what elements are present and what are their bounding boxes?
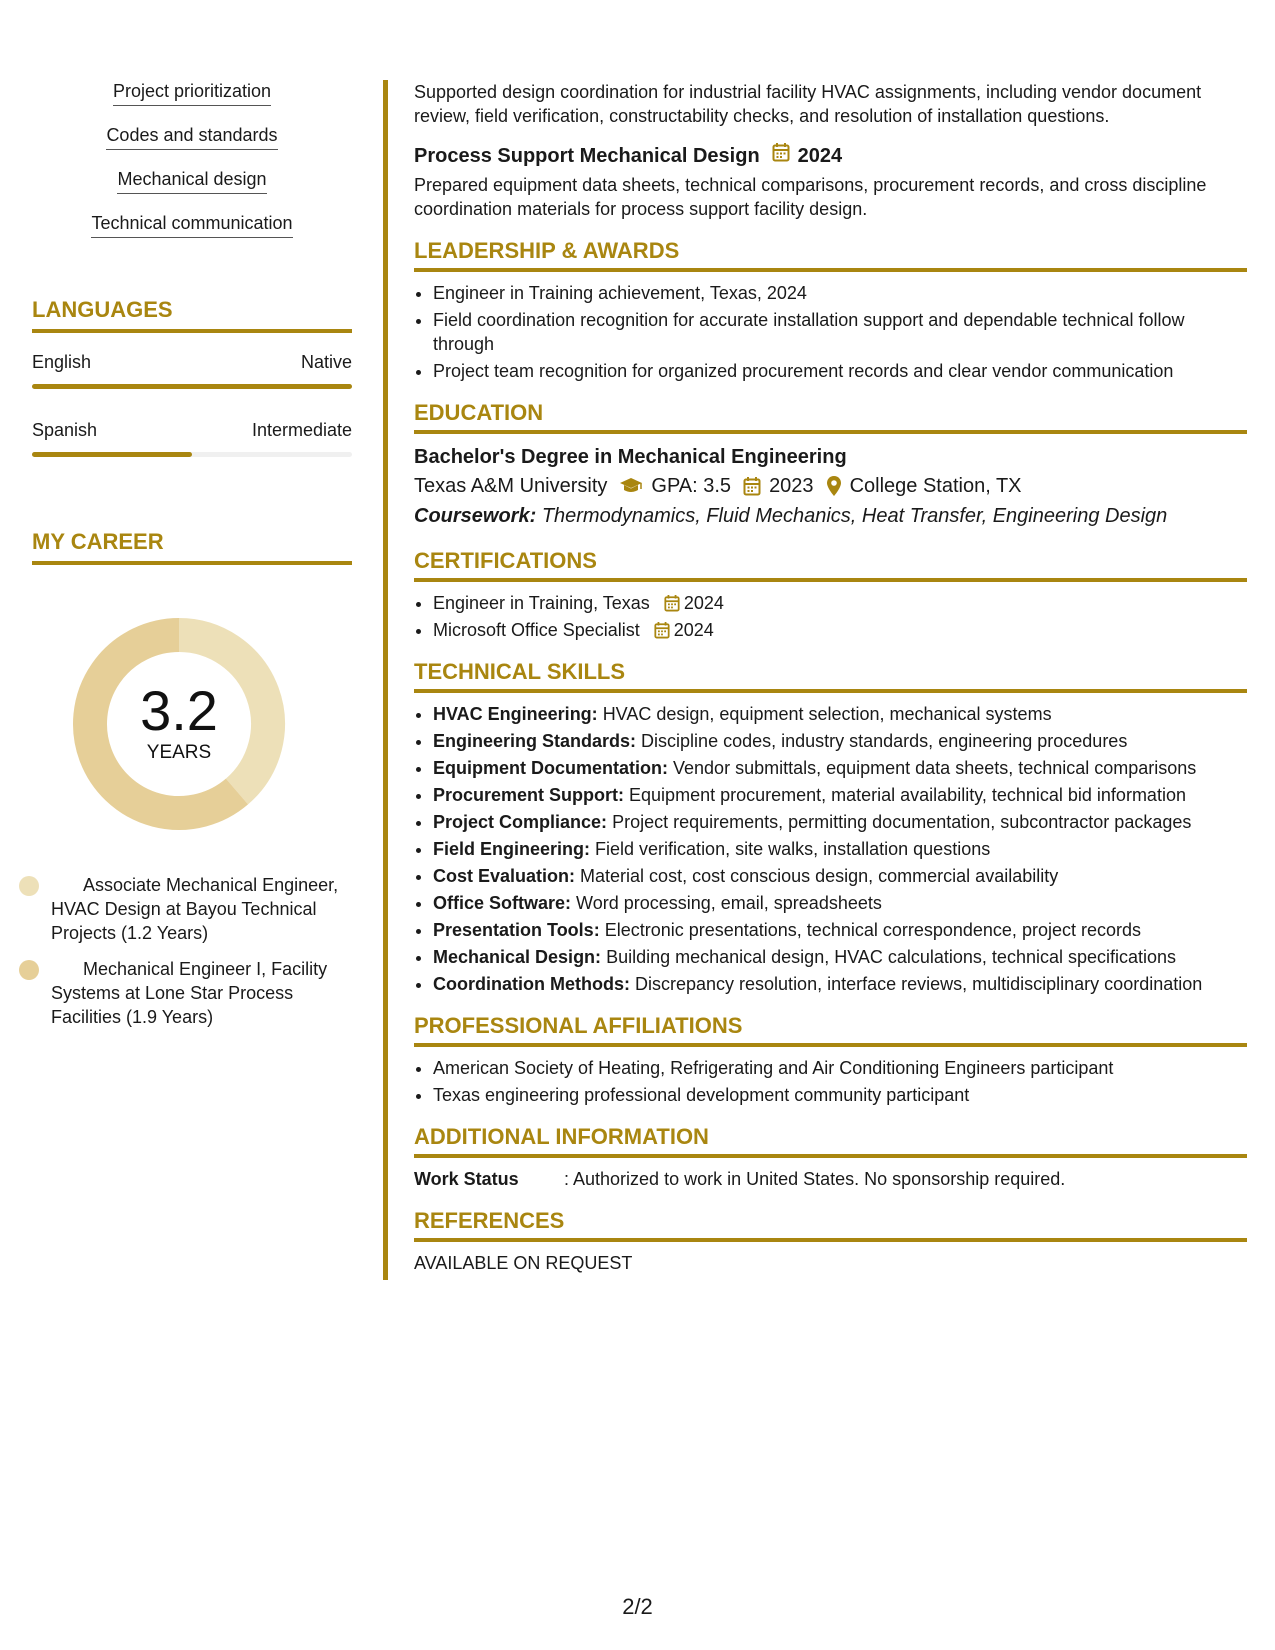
list-item: • Project team recognition for organized procurement records and clear vendor communication [433,359,1247,383]
skill-text: Discrepancy resolution, interface reviews, multidisciplinary coordination [635,974,1203,994]
sidebar [32,80,352,1041]
skill-item [433,756,1247,780]
skill-item [433,972,1247,996]
certification-year: 2024 [683,593,724,613]
location-pin-icon [826,475,842,497]
skill-tags [32,80,352,256]
list-item: • Engineer in Training achievement, Texas, 2024 [433,281,1247,305]
skill-item [433,702,1247,726]
skill-item [433,945,1247,969]
skill-item [433,918,1247,942]
career-item [51,873,352,945]
project-description: Prepared equipment data sheets, technical comparisons, procurement records, and cross discipline coordination materials for process support facility design. [414,175,1207,219]
skill-text: HVAC design, equipment selection, mechanical systems [602,704,1052,724]
skill-label: Presentation Tools: [433,920,600,940]
language-bar-fill [32,384,352,389]
career-dot [19,876,39,896]
education-degree: Bachelor's Degree in Mechanical Engineering [414,446,847,468]
skill-label: Coordination Methods: [433,974,630,994]
language-bar-fill [32,452,192,457]
column-divider [383,80,388,1280]
skill-text: Vendor submittals, equipment data sheets, technical comparisons [673,758,1197,778]
calendar-icon [664,594,680,612]
section-heading-technical-skills: TECHNICAL SKILLS [414,658,1247,693]
skill-label: Field Engineering: [433,839,591,859]
skill-tag: Technical communication [91,212,292,238]
career-total [64,681,294,765]
technical-skills-list [414,702,1247,996]
education-school: Texas A&M University [414,475,608,497]
section-heading-education: EDUCATION [414,399,1247,434]
work-status-label: Work Status [414,1169,519,1189]
skill-text: Material cost, cost conscious design, commercial availability [580,866,1059,886]
skill-text: Equipment procurement, material availability, technical bid information [629,785,1186,805]
calendar-icon [654,621,670,639]
skill-text: Word processing, email, spreadsheets [576,893,882,913]
skill-tag: Project prioritization [113,80,271,106]
career-list [32,873,352,1029]
education-details [414,471,1247,501]
work-status-value: : Authorized to work in United States. No sponsorship required. [564,1169,1066,1189]
section-heading-leadership: LEADERSHIP & AWARDS [414,237,1247,272]
career-total-unit: YEARS [146,742,212,763]
education-year: 2023 [769,475,814,497]
career-dot [19,960,39,980]
language-spanish [32,419,352,457]
skill-item [433,810,1247,834]
list-item: • Field coordination recognition for accurate installation support and dependable technical follow through [433,308,1247,356]
coursework-label: Coursework: [414,505,537,527]
skill-item [433,729,1247,753]
skill-item [433,891,1247,915]
education-location: College Station, TX [849,475,1022,497]
section-heading-additional: ADDITIONAL INFORMATION [414,1123,1247,1158]
certifications-list [414,591,1247,642]
language-level: Intermediate [251,420,352,440]
skill-text: Project requirements, permitting documentation, subcontractor packages [612,812,1192,832]
coursework-text: Thermodynamics, Fluid Mechanics, Heat Transfer, Engineering Design [541,505,1168,527]
section-heading-affiliations: PROFESSIONAL AFFILIATIONS [414,1012,1247,1047]
career-item-text: Mechanical Engineer I, Facility Systems at Lone Star Process Facilities (1.9 Years) [51,959,328,1027]
certification-name: • Engineer in Training, Texas [433,593,650,613]
skill-tag: Mechanical design [117,168,266,194]
project-name: Process Support Mechanical Design [414,144,760,167]
project-title [414,142,1247,169]
experience-description: Supported design coordination for industrial facility HVAC assignments, including vendor document review, field verification, constructability checks, and resolution of installation questions. [414,82,1202,126]
skill-item [433,864,1247,888]
section-heading-references: REFERENCES [414,1207,1247,1242]
language-bar [32,452,352,457]
career-donut-chart [64,609,294,839]
section-heading-certifications: CERTIFICATIONS [414,547,1247,582]
calendar-icon [772,142,790,169]
skill-label: Project Compliance: [433,812,608,832]
skill-label: HVAC Engineering: [433,704,598,724]
skill-tag: Codes and standards [106,124,277,150]
graduation-cap-icon [619,477,643,495]
skill-label: Equipment Documentation: [433,758,668,778]
language-level: Native [300,352,352,372]
certification-item [433,591,1247,615]
skill-label: Engineering Standards: [433,731,637,751]
skill-label: Procurement Support: [433,785,625,805]
skill-item [433,783,1247,807]
calendar-icon [743,476,761,496]
languages-heading: LANGUAGES [32,297,352,333]
main-content [414,80,1247,1275]
certification-item [433,618,1247,642]
career-item-text: Associate Mechanical Engineer, HVAC Design at Bayou Technical Projects (1.2 Years) [51,875,339,943]
work-status-row [414,1167,1247,1191]
skill-label: Cost Evaluation: [433,866,576,886]
education-gpa: GPA: 3.5 [651,475,732,497]
project-year: 2024 [797,144,843,167]
skill-text: Field verification, site walks, installation questions [595,839,991,859]
page-number: 2/2 [622,1594,653,1619]
career-item [51,957,352,1029]
language-name: Spanish [32,420,98,440]
list-item: • American Society of Heating, Refrigerating and Air Conditioning Engineers participant [433,1056,1247,1080]
skill-item [433,837,1247,861]
language-bar [32,384,352,389]
skill-text: Building mechanical design, HVAC calculations, technical specifications [606,947,1177,967]
leadership-list [414,281,1247,383]
language-name: English [32,352,92,372]
skill-label: Office Software: [433,893,572,913]
affiliations-list [414,1056,1247,1107]
skill-label: Mechanical Design: [433,947,602,967]
career-heading: MY CAREER [32,529,352,565]
list-item: • Texas engineering professional development community participant [433,1083,1247,1107]
skill-text: Discipline codes, industry standards, engineering procedures [641,731,1128,751]
skill-text: Electronic presentations, technical correspondence, project records [604,920,1141,940]
certification-year: 2024 [673,620,714,640]
language-english [32,351,352,389]
education-coursework [414,501,1247,531]
references-text: AVAILABLE ON REQUEST [414,1253,633,1273]
career-total-value: 3.2 [140,679,218,742]
certification-name: • Microsoft Office Specialist [433,620,640,640]
